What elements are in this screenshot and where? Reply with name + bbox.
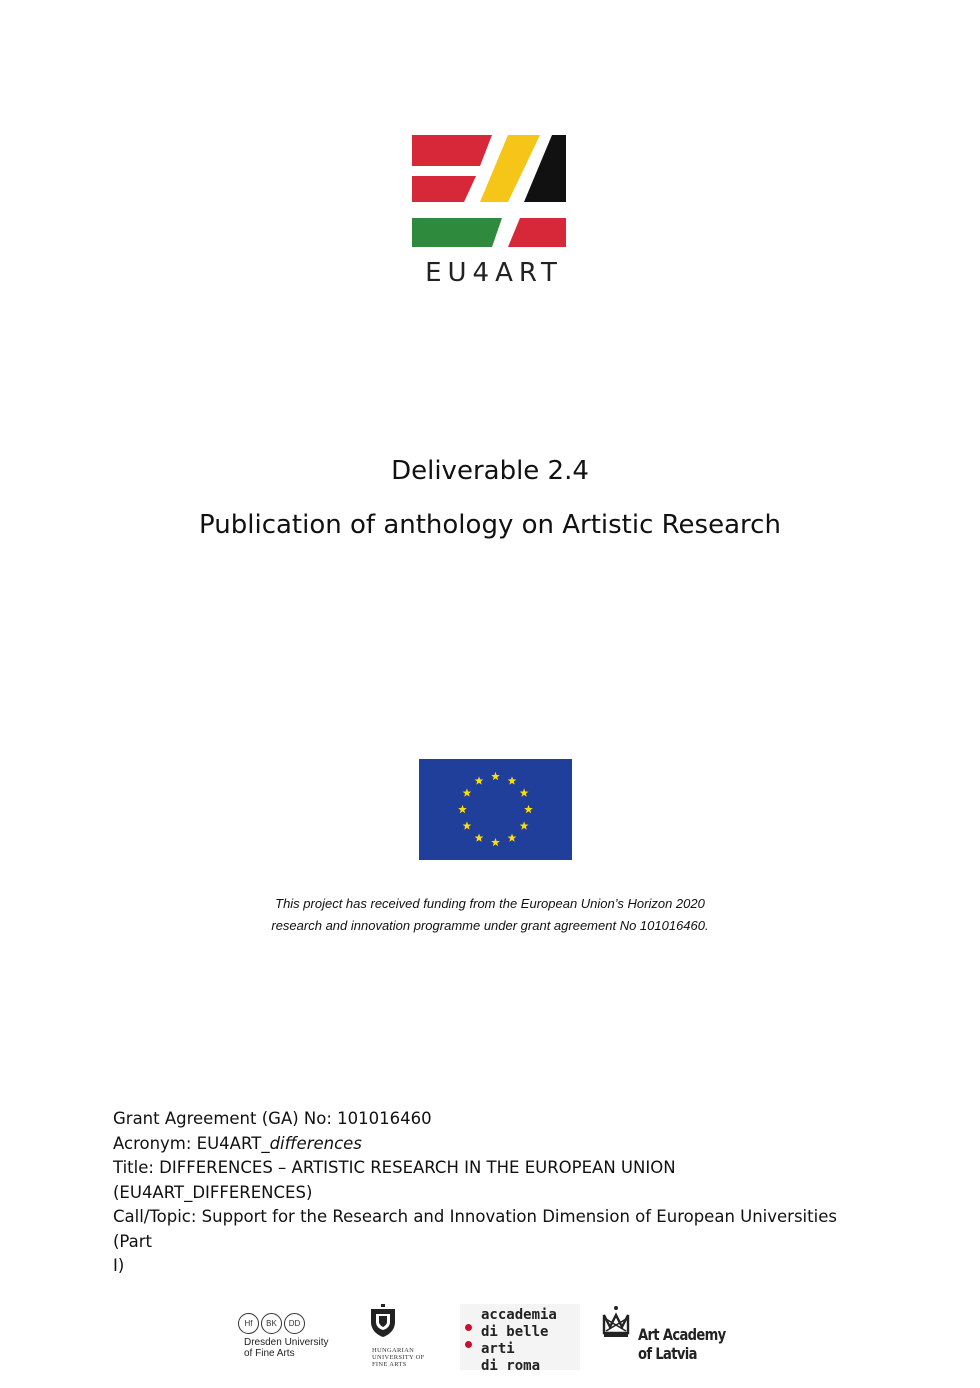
latvia-name-line-2: of Latvia <box>638 1344 697 1363</box>
dresden-name-line-2: of Fine Arts <box>244 1348 295 1359</box>
dresden-mark-hf: Hf <box>238 1313 259 1334</box>
hungarian-name <box>372 1347 438 1368</box>
eu4art-logo <box>412 132 570 288</box>
hungarian-name-line-1: HUNGARIAN <box>372 1347 415 1354</box>
roma-dots <box>465 1324 472 1358</box>
roma-dot-1 <box>465 1324 472 1331</box>
project-info <box>113 1107 873 1279</box>
eu-star-icon <box>463 788 472 796</box>
eu-star-icon <box>491 838 500 846</box>
eu-star-icon <box>520 821 529 829</box>
funding-line-1: This project has received funding from the European Union’s Horizon 2020 <box>275 896 705 911</box>
logo-red-bar-top <box>412 135 492 166</box>
funding-statement <box>0 893 980 937</box>
roma-name-line-3: di roma <box>481 1358 541 1374</box>
eu-star-icon <box>475 833 484 841</box>
logo-red-bar-bottom <box>508 218 566 247</box>
deliverable-number: Deliverable 2.4 <box>391 456 589 486</box>
call-topic-line-2: I) <box>113 1256 125 1275</box>
hungarian-name-line-3: FINE ARTS <box>372 1361 407 1368</box>
partner-logos <box>0 1300 980 1380</box>
logo-wordmark: EU4ART <box>425 258 563 288</box>
eu-stars <box>419 759 572 860</box>
latvia-crown-icon <box>602 1305 630 1339</box>
hungarian-university-logo <box>368 1304 438 1368</box>
roma-dot-2 <box>465 1341 472 1348</box>
eu-flag-icon <box>419 759 572 860</box>
dresden-mark-bk: BK <box>261 1313 282 1334</box>
hungarian-shield-icon <box>368 1304 398 1338</box>
eu-star-icon <box>524 805 533 813</box>
eu-star-icon <box>520 788 529 796</box>
roma-name <box>481 1307 580 1375</box>
dresden-marks <box>238 1313 348 1334</box>
funding-line-2: research and innovation programme under grant agreement No 101016460. <box>271 918 709 933</box>
roma-name-line-2: di belle arti <box>481 1324 549 1357</box>
eu-star-icon <box>491 772 500 780</box>
dresden-name-line-1: Dresden University <box>244 1337 329 1348</box>
eu4art-logo-mark <box>412 132 570 252</box>
project-title-line-1: Title: DIFFERENCES – ARTISTIC RESEARCH IN THE EUROPEAN UNION <box>113 1158 676 1177</box>
grant-agreement: Grant Agreement (GA) No: 101016460 <box>113 1109 432 1128</box>
eu-star-icon <box>508 776 517 784</box>
eu-star-icon <box>458 805 467 813</box>
eu-star-icon <box>463 821 472 829</box>
project-title-line-2: (EU4ART_DIFFERENCES) <box>113 1182 313 1202</box>
acronym-prefix: Acronym: EU4ART_ <box>113 1133 270 1153</box>
logo-red-bar-middle <box>412 176 476 202</box>
acronym-suffix: differences <box>269 1133 362 1153</box>
dresden-name <box>244 1337 348 1359</box>
roma-name-line-1: accademia <box>481 1307 557 1323</box>
call-topic-line-1: Call/Topic: Support for the Research and Innovation Dimension of European Universities (Part <box>113 1207 837 1251</box>
accademia-roma-logo <box>460 1304 580 1374</box>
acronym <box>113 1132 873 1157</box>
hungarian-name-line-2: UNIVERSITY OF <box>372 1354 425 1361</box>
latvia-name-line-1: Art Academy <box>638 1325 726 1344</box>
eu-star-icon <box>475 776 484 784</box>
dresden-university-logo <box>238 1313 348 1359</box>
dresden-mark-dd: DD <box>284 1313 305 1334</box>
deliverable-title: Publication of anthology on Artistic Research <box>199 510 781 540</box>
logo-green-bar <box>412 218 502 247</box>
eu-star-icon <box>508 833 517 841</box>
latvia-name <box>638 1325 736 1363</box>
